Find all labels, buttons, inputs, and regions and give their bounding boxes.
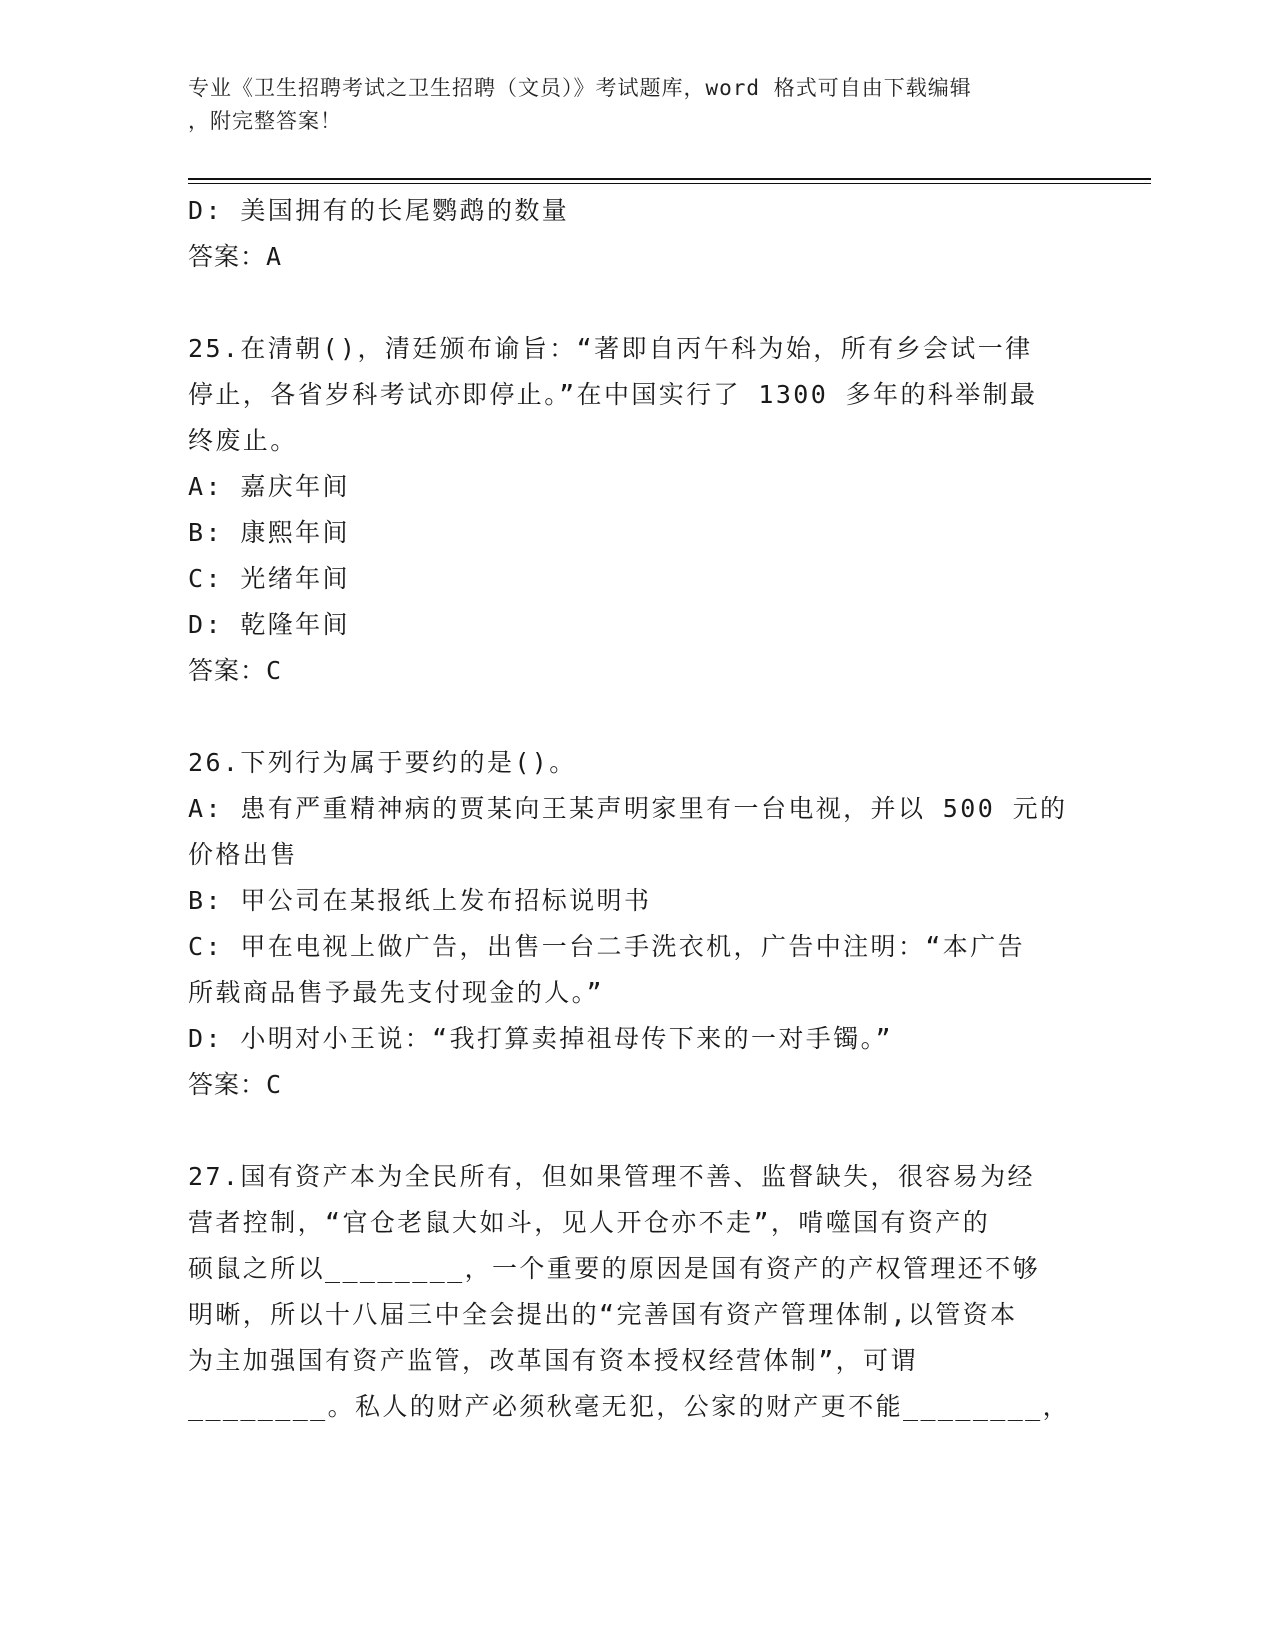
question-stem-line: 明晰，所以十八届三中全会提出的“完善国有资产管理体制,以管资本 <box>188 1300 1018 1329</box>
question-stem-line: 25.在清朝()，清廷颁布谕旨：“著即自丙午科为始，所有乡会试一律 <box>188 334 1033 363</box>
option-a-line: A: 患有严重精神病的贾某向王某声明家里有一台电视，并以 500 元的 <box>188 794 1068 823</box>
question-stem-line: 停止，各省岁科考试亦即停止。”在中国实行了 1300 多年的科举制最 <box>188 380 1038 409</box>
option-c: C: 光绪年间 <box>188 564 350 593</box>
option-c-line: 所载商品售予最先支付现金的人。” <box>188 978 604 1007</box>
header-rule-thin <box>188 183 1151 184</box>
question-27 <box>188 1154 1078 1430</box>
spacer <box>188 280 1078 326</box>
option-a: A: 嘉庆年间 <box>188 472 350 501</box>
question-24-tail <box>188 188 1078 280</box>
option-d: D: 美国拥有的长尾鹦鹉的数量 <box>188 196 570 225</box>
spacer <box>188 694 1078 740</box>
answer-line <box>188 1062 1078 1108</box>
option-b: B: 康熙年间 <box>188 518 350 547</box>
option-b: B: 甲公司在某报纸上发布招标说明书 <box>188 886 652 915</box>
question-stem-line: 为主加强国有资产监管，改革国有资本授权经营体制”，可谓 <box>188 1346 918 1375</box>
option-a-line: 价格出售 <box>188 840 298 869</box>
answer-label: 答案： <box>188 656 267 685</box>
spacer <box>188 1108 1078 1154</box>
header-line-1: 专业《卫生招聘考试之卫生招聘（文员）》考试题库，word 格式可自由下载编辑 <box>188 76 972 100</box>
answer-value: C <box>266 1070 283 1099</box>
option-d: D: 乾隆年间 <box>188 610 350 639</box>
header-line-2: ，附完整答案！ <box>188 109 342 133</box>
answer-label: 答案： <box>188 1070 267 1099</box>
answer-line <box>188 234 1078 280</box>
answer-label: 答案： <box>188 242 267 271</box>
header-rule-thick <box>188 178 1151 180</box>
question-stem-line: 27.国有资产本为全民所有，但如果管理不善、监督缺失，很容易为经 <box>188 1162 1035 1191</box>
question-stem-line: 终废止。 <box>188 426 298 455</box>
question-stem-line: 硕鼠之所以________，一个重要的原因是国有资产的产权管理还不够 <box>188 1254 1041 1283</box>
question-25 <box>188 326 1078 694</box>
option-d: D: 小明对小王说：“我打算卖掉祖母传下来的一对手镯。” <box>188 1024 893 1053</box>
answer-line <box>188 648 1078 694</box>
question-stem-line: ________。私人的财产必须秋毫无犯，公家的财产更不能________， <box>188 1392 1071 1421</box>
answer-value: C <box>266 656 283 685</box>
question-stem-line: 营者控制，“官仓老鼠大如斗，见人开仓亦不走”，啃噬国有资产的 <box>188 1208 991 1237</box>
document-header <box>188 72 1068 138</box>
answer-value: A <box>266 242 283 271</box>
question-list <box>188 188 1078 1430</box>
option-c-line: C: 甲在电视上做广告，出售一台二手洗衣机，广告中注明：“本广告 <box>188 932 1026 961</box>
question-stem-line: 26.下列行为属于要约的是()。 <box>188 748 577 777</box>
question-26 <box>188 740 1078 1108</box>
